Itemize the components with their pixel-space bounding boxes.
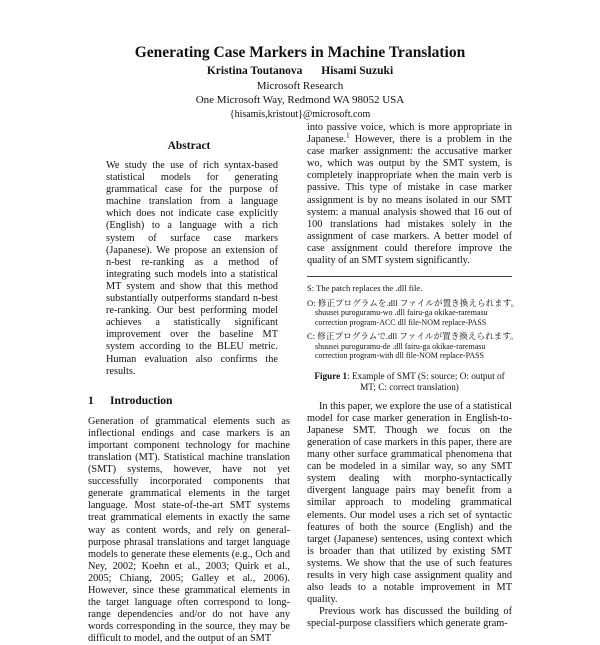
figure-caption: [313, 371, 506, 393]
author-name: Hisami Suzuki: [321, 65, 394, 77]
figure-correct-gloss: correction program-with dll file-NOM replace-PASS: [315, 351, 484, 361]
author-name: Kristina Toutanova: [206, 65, 303, 77]
section-number: 1: [88, 394, 94, 407]
figure-top-rule: [307, 276, 512, 277]
figure-output-romaji: shuusei puroguramu-wo .dll fairu-ga okikae-raremasu: [315, 307, 488, 317]
figure-correct-romaji: shuusei puroguramu-de .dll fairu-ga okikae-raremasu: [315, 341, 486, 351]
paragraph-text: into passive voice, which is more appropriate in Japanese.: [307, 122, 512, 146]
abstract-text: We study the use of rich syntax-based statistical models for generating grammatical case for the purpose of machine translation from a language which does not indicate case explicitly (English) to a language with a rich system of surface case markers (Japanese). We propose an extension of n-best re-ranking as a method of integrating such models into a statistical MT system and show that this method substantially outperforms standard n-best re-ranking. Our best performing model achieves a statistically significant improvement over the baseline MT system according to the BLEU metric. Human evaluation also confirms the results.: [106, 160, 278, 377]
figure-output-line: O: 修正プログラムを.dll ファイルが置き換えられます。: [307, 297, 520, 308]
address: One Microsoft Way, Redmond WA 98052 USA: [195, 94, 405, 106]
paper-title: Generating Case Markers in Machine Translation: [134, 44, 466, 61]
abstract-heading: Abstract: [167, 140, 211, 152]
body-paragraph: [307, 122, 512, 267]
section-title: Introduction: [110, 394, 173, 407]
left-column: [88, 126, 290, 645]
figure-caption-text: : Example of SMT (S: source; O: output of MT; C: correct translation): [347, 370, 505, 392]
author-list: [0, 65, 600, 77]
figure-example: [307, 283, 520, 361]
paragraph-text: However, there is a problem in the case marker assignment: the accusative marker wo, which was output by the SMT system, is completely inappropriate when the main verb is passive. This type of mistake in case marker assignment is by no means isolated in our SMT system: a manual analysis showed that 16 out of 100 translations had mistakes solely in the assignment of case markers. A better model of case assignment could therefore improve the quality of an SMT system significantly.: [307, 134, 512, 267]
figure-source-line: S: The patch replaces the .dll file.: [307, 283, 423, 294]
body-paragraph: Previous work has discussed the building of special-purpose classifiers which generate gram-: [307, 606, 512, 630]
figure-caption-label: Figure 1: [314, 370, 348, 381]
affiliation: Microsoft Research: [256, 80, 344, 92]
author-email: {hisamis,kristout}@microsoft.com: [229, 109, 371, 120]
right-column: [307, 122, 520, 631]
figure-output-gloss: correction program-ACC dll file-NOM replace-PASS: [315, 317, 487, 327]
introduction-text: Generation of grammatical elements such as inflectional endings and case markers is an important component technology for machine translation (MT). Statistical machine translation (SMT) systems, however, have not yet successfully incorporated components that generate grammatical elements in the target language. Most state-of-the-art SMT systems treat grammatical elements in exactly the same way as content words, and rely on general-purpose phrasal translations and target language models to generate these elements (e.g., Och and Ney, 2002; Koehn et al., 2003; Quirk et al., 2005; Chiang, 2005; Galley et al., 2006). However, since these grammatical elements in the target language often correspond to long-range dependencies and/or do not have any words corresponding in the source, they may be difficult to model, and the output of an SMT: [88, 415, 290, 645]
body-paragraph: In this paper, we explore the use of a statistical model for case marker generation in English-to-Japanese SMT. Though we focus on the generation of case markers in this paper, there are many other surface grammatical phenomena that can be modeled in a similar way, so any SMT system dealing with morpho-syntactically divergent language pairs may benefit from a similar approach to modeling grammatical elements. Our model uses a rich set of syntactic features of both the source (English) and the target (Japanese) sentences, using context which is broader than that utilized by existing SMT systems. We show that the use of such features results in very high case assignment quality and also leads to a notable improvement in MT quality.: [307, 400, 512, 606]
figure-correct-line: C: 修正プログラムで.dll ファイルが置き換えられます。: [307, 331, 519, 342]
footnote-marker[interactable]: 1: [346, 131, 350, 140]
section-heading: [88, 395, 290, 407]
